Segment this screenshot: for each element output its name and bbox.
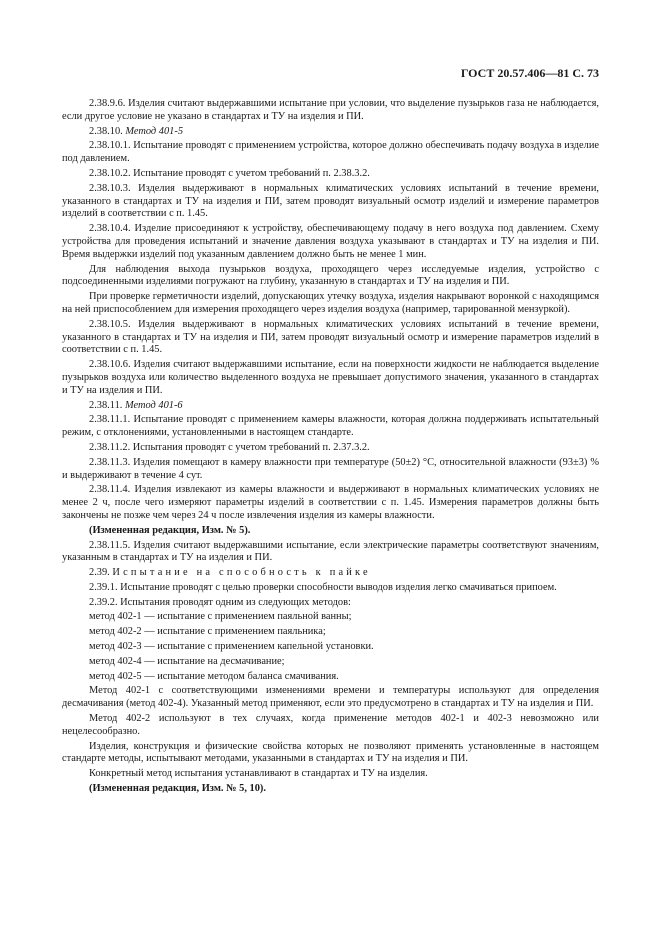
paragraph: Конкретный метод испытания устанавливают в стандартах и ТУ на изделия. <box>89 768 428 780</box>
paragraph: 2.38.10.3. Изделия выдерживают в нормальных климатических условиях испытаний в течение времени, указанного в стандартах и ТУ на изделия и ПИ, затем проводят визуальный осмотр изделий и измерение параметров изделий в соответствии с п. 1.45. <box>62 182 599 220</box>
paragraph: 2.38.10.4. Изделие присоединяют к устройству, обеспечивающему подачу в него воздуха под давлением. Схему устройства для проведения испытаний и значение давления воздуха указывают в стандартах и ТУ на изделия и ПИ. Время выдержки изделий под указанным давлением должно быть не менее 1 мин. <box>62 223 599 260</box>
paragraph: метод 402-3 — испытание с применением капельной установки. <box>89 641 374 653</box>
paragraph: метод 402-2 — испытание с применением паяльника; <box>89 626 326 638</box>
method-name: Метод 401-6 <box>124 399 183 411</box>
section-title: Испытание на способность к пайке <box>112 567 371 579</box>
paragraph: 2.38.11.3. Изделия помещают в камеру влажности при температуре (50±2) °С, относительной влажности (93±3) % и выдерживают в течение 4 сут. <box>62 456 599 481</box>
paragraph: 2.38.9.6. Изделия считают выдержавшими испытание при условии, что выделение пузырьков газа не наблюдается, если другое условие не указано в стандартах и ТУ на изделия и ПИ. <box>62 98 599 122</box>
paragraph: 2.38.11.1. Испытание проводят с применением камеры влажности, которая должна поддерживать испытательный режим, с отклонениями, установленными в настоящем стандарте. <box>62 414 599 439</box>
method-heading <box>62 400 599 413</box>
paragraph: метод 402-1 — испытание с применением паяльной ванны; <box>89 611 352 623</box>
paragraph: 2.39.1. Испытание проводят с целью проверки способности выводов изделия легко смачиваться припоем. <box>89 581 557 593</box>
paragraph: Изделия, конструкция и физические свойства которых не позволяют применять установленные в настоящем стандарте методы, испытывают методами, указанными в стандартах и ТУ на изделия и ПИ. <box>62 740 599 765</box>
revision-note-text: (Измененная редакция, Изм. № 5). <box>89 524 251 536</box>
paragraph: При проверке герметичности изделий, допускающих утечку воздуха, изделия накрывают воронкой с находящимся на ней приспособлением для измерения проходящего через изделия воздуха (например, тарированной мензуркой). <box>62 291 599 315</box>
paragraph: 2.38.11.4. Изделия извлекают из камеры влажности и выдерживают в нормальных климатических условиях не менее 2 ч, после чего измеряют параметры изделий в соответствии с п. 1.45. Измерения параметров должны быть закончены не позже чем через 24 ч после извлечения изделия из камеры влажности. <box>62 484 599 521</box>
heading-number: 2.38.11. <box>89 399 125 411</box>
revision-note-text: (Измененная редакция, Изм. № 5, 10). <box>89 783 266 795</box>
method-heading <box>62 126 599 139</box>
section-heading <box>62 567 599 580</box>
paragraph: 2.39.2. Испытания проводят одним из следующих методов: <box>89 596 351 608</box>
paragraph: метод 402-4 — испытание на десмачивание; <box>89 655 285 667</box>
paragraph: Для наблюдения выхода пузырьков воздуха, проходящего через исследуемые изделия, устройство с подсоединенными изделиями погружают на глубину, указанную в стандартах и ТУ на изделия и ПИ. <box>62 263 599 288</box>
heading-number: 2.38.10. <box>89 125 126 137</box>
paragraph: Метод 402-1 с соответствующими изменениями времени и температуры используют для определения десмачивания (метод 402-4). Указанный метод применяют, если это предусмотрено в стандартах и ТУ на изделия и ПИ. <box>62 685 599 710</box>
paragraph: 2.38.10.2. Испытание проводят с учетом требований п. 2.38.3.2. <box>89 167 370 179</box>
paragraph: 2.38.10.6. Изделия считают выдержавшими испытание, если на поверхности жидкости не наблюдается выделение пузырьков воздуха или количество выделенного воздуха не превышает допустимого значения, указанного в стандартах и ТУ на изделия и ПИ. <box>62 359 599 396</box>
revision-note <box>62 783 599 796</box>
paragraph: 2.38.10.5. Изделия выдерживают в нормальных климатических условиях испытаний в течение времени, указанного в стандартах и ТУ на изделия и ПИ, затем проводят визуальный осмотр и измерение параметров изделий в соответствии с п. 1.45. <box>62 318 599 356</box>
heading-number: 2.39. <box>89 567 113 579</box>
page-header: ГОСТ 20.57.406—81 С. 73 <box>460 66 599 80</box>
method-name: Метод 401-5 <box>125 125 184 137</box>
paragraph: 2.38.10.1. Испытание проводят с применением устройства, которое должно обеспечивать подачу воздуха в изделие под давлением. <box>62 140 599 165</box>
paragraph: 2.38.11.5. Изделия считают выдержавшими испытание, если электрические параметры соответствуют значениям, указанным в стандартах и ТУ на изделия и ПИ. <box>62 539 599 564</box>
paragraph: метод 402-5 — испытание методом баланса смачивания. <box>89 670 339 682</box>
paragraph: Метод 402-2 используют в тех случаях, когда применение методов 402-1 и 402-3 невозможно или нецелесообразно. <box>62 713 599 737</box>
revision-note <box>62 525 599 538</box>
document-body <box>62 98 599 796</box>
paragraph: 2.38.11.2. Испытания проводят с учетом требований п. 2.37.3.2. <box>89 441 370 453</box>
